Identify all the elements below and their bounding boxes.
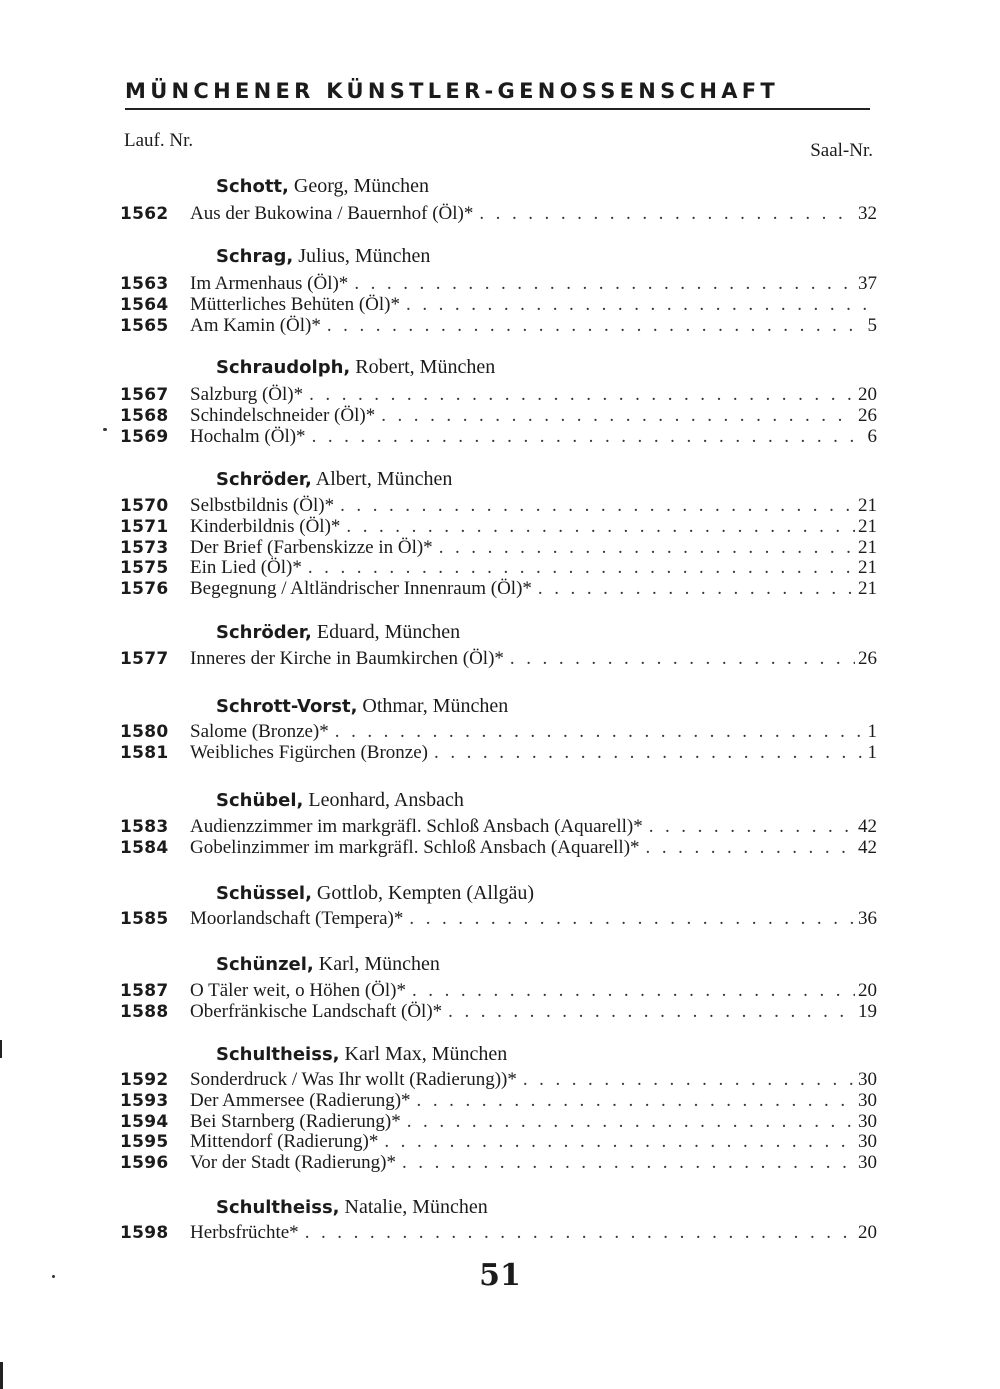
entry-number: 1575 bbox=[120, 558, 169, 578]
artist-heading bbox=[216, 1042, 507, 1067]
entry-number: 1596 bbox=[120, 1153, 169, 1173]
dot-leader bbox=[417, 1090, 855, 1111]
entry-title: Mütterliches Behüten (Öl)* bbox=[190, 294, 401, 315]
catalog-entry bbox=[120, 578, 877, 599]
saal-number: 20 bbox=[858, 1222, 877, 1243]
entry-title: Salzburg (Öl)* bbox=[190, 384, 304, 405]
entry-title: Im Armenhaus (Öl)* bbox=[190, 273, 349, 294]
entry-title: Mittendorf (Radierung)* bbox=[190, 1131, 379, 1152]
artist-name: Schröder, bbox=[216, 622, 312, 643]
saal-number: 19 bbox=[858, 1001, 877, 1022]
artist-name: Schünzel, bbox=[216, 954, 314, 975]
saal-nr-label: Saal-Nr. bbox=[810, 140, 873, 161]
scan-edge-mark bbox=[0, 1362, 3, 1389]
entry-number: 1570 bbox=[120, 496, 169, 516]
dot-leader bbox=[412, 980, 855, 1001]
catalog-entry bbox=[120, 721, 877, 742]
artist-name: Schultheiss, bbox=[216, 1044, 340, 1065]
entry-title: Der Brief (Farbenskizze in Öl)* bbox=[190, 537, 433, 558]
dot-leader bbox=[646, 837, 855, 858]
catalog-entry bbox=[120, 742, 877, 763]
catalog-entry bbox=[120, 516, 877, 537]
catalog-entry bbox=[120, 537, 877, 558]
entry-title: Am Kamin (Öl)* bbox=[190, 315, 321, 336]
page-number: 51 bbox=[479, 1258, 521, 1293]
catalog-entry bbox=[120, 648, 877, 669]
dot-leader bbox=[448, 1001, 855, 1022]
saal-number: 21 bbox=[858, 557, 877, 578]
dot-leader bbox=[340, 495, 855, 516]
artist-heading bbox=[216, 620, 460, 645]
saal-number: 5 bbox=[867, 315, 877, 336]
saal-number: 26 bbox=[858, 405, 877, 426]
entry-title: Weibliches Figürchen (Bronze) bbox=[190, 742, 429, 763]
entry-title: Sonderdruck / Was Ihr wollt (Radierung))* bbox=[190, 1069, 517, 1090]
artist-location: Robert, München bbox=[350, 356, 496, 378]
saal-number: 21 bbox=[858, 578, 877, 599]
saal-number: 26 bbox=[858, 648, 877, 669]
entry-title: Moorlandschaft (Tempera)* bbox=[190, 908, 404, 929]
artist-location: Karl, München bbox=[313, 953, 440, 975]
entry-number: 1581 bbox=[120, 743, 169, 763]
artist-location: Gottlob, Kempten (Allgäu) bbox=[311, 882, 535, 904]
dot-leader bbox=[479, 203, 855, 224]
entry-number: 1577 bbox=[120, 649, 169, 669]
artist-name: Schübel, bbox=[216, 790, 304, 811]
entry-number: 1576 bbox=[120, 579, 169, 599]
paper-speck bbox=[103, 428, 107, 431]
dot-leader bbox=[406, 294, 874, 315]
catalog-entry bbox=[120, 1090, 877, 1111]
entry-title: Herbsfrüchte* bbox=[190, 1222, 299, 1243]
dot-leader bbox=[409, 908, 855, 929]
catalog-entry bbox=[120, 1131, 877, 1152]
saal-number: 21 bbox=[858, 537, 877, 558]
entry-number: 1593 bbox=[120, 1091, 169, 1111]
artist-location: Karl Max, München bbox=[339, 1043, 508, 1065]
dot-leader bbox=[308, 557, 855, 578]
dot-leader bbox=[402, 1152, 855, 1173]
catalog-entry bbox=[120, 273, 877, 294]
saal-number: 20 bbox=[858, 384, 877, 405]
entry-number: 1598 bbox=[120, 1223, 169, 1243]
artist-heading bbox=[216, 952, 440, 977]
entry-number: 1565 bbox=[120, 316, 169, 336]
artist-location: Julius, München bbox=[293, 245, 431, 267]
dot-leader bbox=[335, 721, 865, 742]
dot-leader bbox=[312, 426, 865, 447]
artist-name: Schröder, bbox=[216, 469, 312, 490]
catalog-entry bbox=[120, 1222, 877, 1243]
dot-leader bbox=[346, 516, 855, 537]
dot-leader bbox=[327, 315, 865, 336]
scan-edge-mark bbox=[0, 1040, 2, 1058]
artist-heading bbox=[216, 694, 508, 719]
entry-number: 1568 bbox=[120, 406, 169, 426]
dot-leader bbox=[354, 273, 855, 294]
catalog-entry bbox=[120, 1111, 877, 1132]
artist-name: Schott, bbox=[216, 176, 289, 197]
artist-heading bbox=[216, 355, 495, 380]
entry-number: 1562 bbox=[120, 204, 169, 224]
saal-number: 30 bbox=[858, 1090, 877, 1111]
catalog-entry bbox=[120, 816, 877, 837]
saal-number: 20 bbox=[858, 980, 877, 1001]
entry-title: Begegnung / Altländrischer Innenraum (Öl)* bbox=[190, 578, 532, 599]
catalog-entry bbox=[120, 405, 877, 426]
artist-location: Othmar, München bbox=[357, 695, 509, 717]
artist-name: Schultheiss, bbox=[216, 1197, 340, 1218]
entry-title: Salome (Bronze)* bbox=[190, 721, 329, 742]
catalog-entry bbox=[120, 908, 877, 929]
saal-number: 42 bbox=[858, 816, 877, 837]
artist-name: Schraudolph, bbox=[216, 357, 351, 378]
saal-number: 30 bbox=[858, 1069, 877, 1090]
entry-number: 1564 bbox=[120, 295, 169, 315]
artist-heading bbox=[216, 174, 429, 199]
entry-title: Oberfränkische Landschaft (Öl)* bbox=[190, 1001, 443, 1022]
saal-number: 6 bbox=[867, 426, 877, 447]
entry-title: Bei Starnberg (Radierung)* bbox=[190, 1111, 401, 1132]
catalog-entry bbox=[120, 1152, 877, 1173]
saal-number: 30 bbox=[858, 1111, 877, 1132]
entry-title: Kinderbildnis (Öl)* bbox=[190, 516, 341, 537]
entry-title: Ein Lied (Öl)* bbox=[190, 557, 302, 578]
entry-number: 1592 bbox=[120, 1070, 169, 1090]
artist-location: Albert, München bbox=[311, 468, 453, 490]
artist-heading bbox=[216, 467, 452, 492]
lauf-nr-label: Lauf. Nr. bbox=[124, 130, 194, 151]
saal-number: 36 bbox=[858, 908, 877, 929]
entry-number: 1563 bbox=[120, 274, 169, 294]
entry-title: Vor der Stadt (Radierung)* bbox=[190, 1152, 396, 1173]
catalog-entry bbox=[120, 837, 877, 858]
saal-number: 37 bbox=[858, 273, 877, 294]
entry-number: 1571 bbox=[120, 517, 169, 537]
artist-location: Eduard, München bbox=[311, 621, 461, 643]
header-rule bbox=[125, 108, 870, 110]
entry-number: 1588 bbox=[120, 1002, 169, 1022]
dot-leader bbox=[384, 1131, 855, 1152]
entry-number: 1595 bbox=[120, 1132, 169, 1152]
dot-leader bbox=[309, 384, 855, 405]
entry-number: 1584 bbox=[120, 838, 169, 858]
dot-leader bbox=[381, 405, 855, 426]
catalog-entry bbox=[120, 203, 877, 224]
entry-title: Schindelschneider (Öl)* bbox=[190, 405, 376, 426]
artist-name: Schrott-Vorst, bbox=[216, 696, 358, 717]
entry-number: 1585 bbox=[120, 909, 169, 929]
entry-number: 1573 bbox=[120, 538, 169, 558]
dot-leader bbox=[305, 1222, 855, 1243]
catalog-entry bbox=[120, 557, 877, 578]
paper-speck bbox=[52, 1275, 55, 1278]
saal-number: 32 bbox=[858, 203, 877, 224]
dot-leader bbox=[510, 648, 855, 669]
entry-number: 1594 bbox=[120, 1112, 169, 1132]
catalog-entry bbox=[120, 495, 877, 516]
entry-title: Gobelinzimmer im markgräfl. Schloß Ansbach (Aquarell)* bbox=[190, 837, 640, 858]
entry-title: Selbstbildnis (Öl)* bbox=[190, 495, 335, 516]
artist-heading bbox=[216, 788, 464, 813]
entry-number: 1567 bbox=[120, 385, 169, 405]
artist-location: Leonhard, Ansbach bbox=[303, 789, 464, 811]
saal-number: 30 bbox=[858, 1131, 877, 1152]
saal-number: 21 bbox=[858, 516, 877, 537]
entry-title: Audienzzimmer im markgräfl. Schloß Ansbach (Aquarell)* bbox=[190, 816, 643, 837]
entry-number: 1583 bbox=[120, 817, 169, 837]
saal-number: 42 bbox=[858, 837, 877, 858]
entry-number: 1580 bbox=[120, 722, 169, 742]
dot-leader bbox=[434, 742, 864, 763]
entry-title: Inneres der Kirche in Baumkirchen (Öl)* bbox=[190, 648, 504, 669]
saal-number: 1 bbox=[867, 742, 877, 763]
saal-number: 21 bbox=[858, 495, 877, 516]
artist-heading bbox=[216, 1195, 488, 1220]
dot-leader bbox=[649, 816, 855, 837]
catalog-entry bbox=[120, 294, 877, 315]
dot-leader bbox=[538, 578, 855, 599]
saal-number: 1 bbox=[867, 721, 877, 742]
artist-location: Georg, München bbox=[288, 175, 430, 197]
entry-title: Der Ammersee (Radierung)* bbox=[190, 1090, 411, 1111]
catalog-entry bbox=[120, 384, 877, 405]
artist-name: Schrag, bbox=[216, 246, 294, 267]
dot-leader bbox=[439, 537, 855, 558]
entry-title: Hochalm (Öl)* bbox=[190, 426, 306, 447]
running-head: MÜNCHENER KÜNSTLER-GENOSSENSCHAFT bbox=[125, 79, 780, 103]
entry-number: 1587 bbox=[120, 981, 169, 1001]
catalog-entry bbox=[120, 426, 877, 447]
dot-leader bbox=[523, 1069, 855, 1090]
artist-heading bbox=[216, 881, 534, 906]
catalog-entry bbox=[120, 980, 877, 1001]
artist-location: Natalie, München bbox=[339, 1196, 488, 1218]
dot-leader bbox=[407, 1111, 855, 1132]
entry-title: O Täler weit, o Höhen (Öl)* bbox=[190, 980, 406, 1001]
catalog-entry bbox=[120, 315, 877, 336]
entry-title: Aus der Bukowina / Bauernhof (Öl)* bbox=[190, 203, 474, 224]
catalog-entry bbox=[120, 1069, 877, 1090]
artist-heading bbox=[216, 244, 430, 269]
catalog-entry bbox=[120, 1001, 877, 1022]
saal-number: 30 bbox=[858, 1152, 877, 1173]
artist-name: Schüssel, bbox=[216, 883, 312, 904]
entry-number: 1569 bbox=[120, 427, 169, 447]
